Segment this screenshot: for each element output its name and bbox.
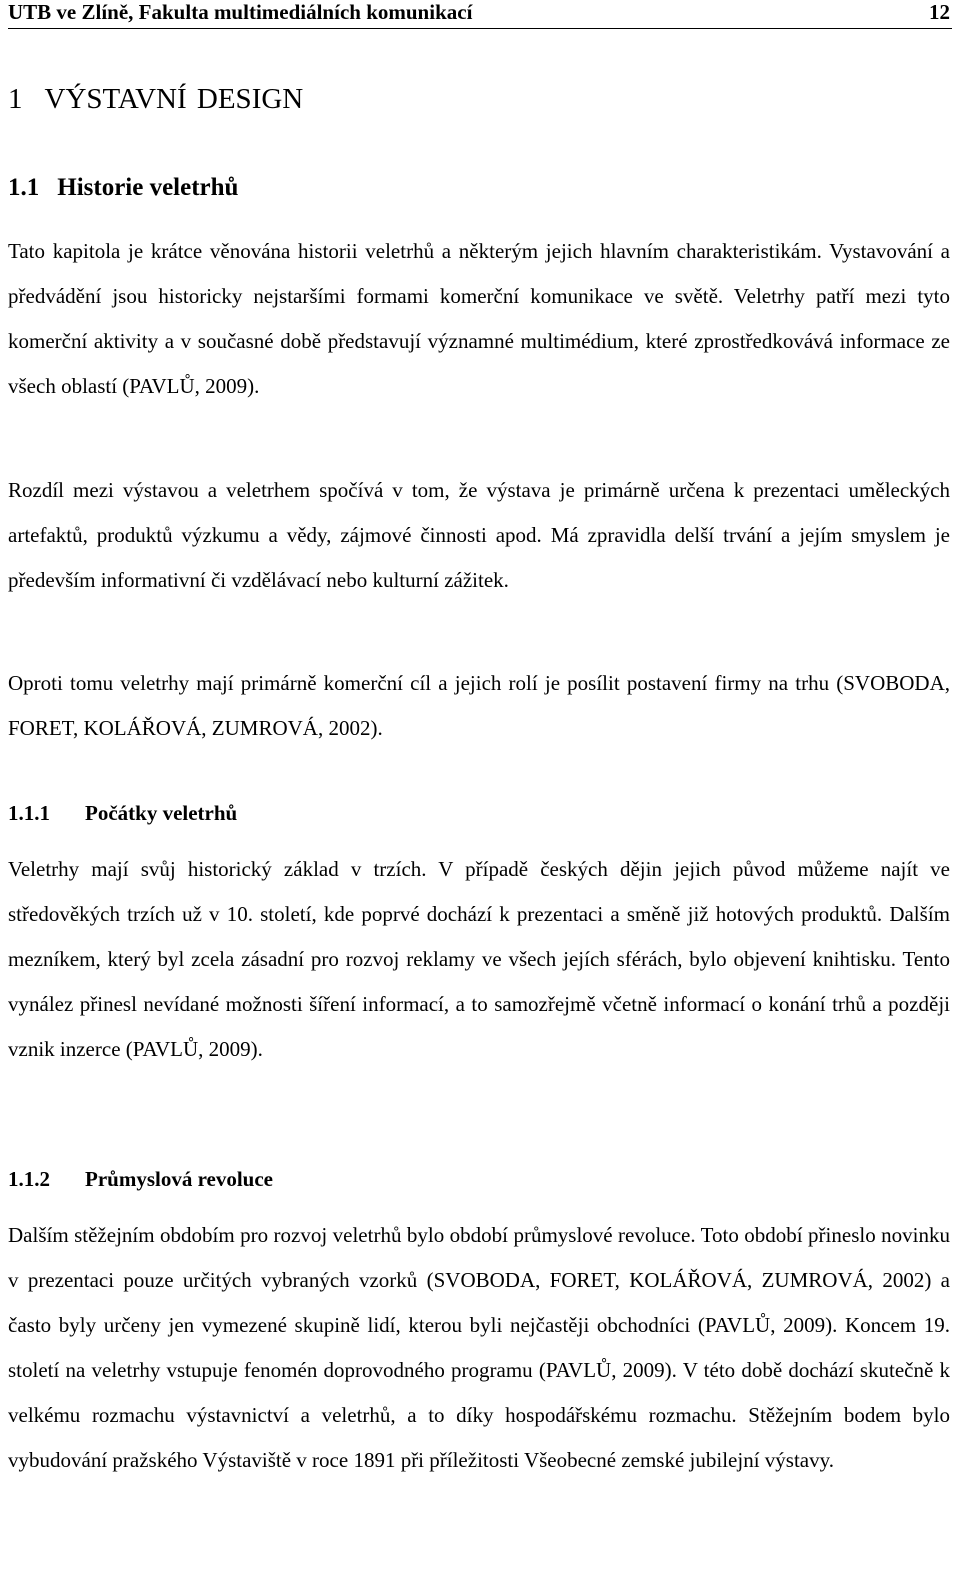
chapter-title: VÝSTAVNÍ DESIGN <box>44 83 304 115</box>
paragraph-difference: Rozdíl mezi výstavou a veletrhem spočívá v tom, že výstava je primárně určena k prezentaci uměleckých artefaktů, produktů výzkumu a vědy, zájmové činnosti apod. Má zpravidla delší trvání a jejím smyslem je především informativní či vzdělávací nebo kulturní zážitek. <box>8 478 950 592</box>
section-number: 1.1 <box>8 174 40 201</box>
header-title: UTB ve Zlíně, Fakulta multimediálních komunikací <box>8 0 473 24</box>
chapter-number: 1 <box>8 83 23 115</box>
section-title: Historie veletrhů <box>57 174 239 201</box>
page-number: 12 <box>929 0 950 24</box>
paragraph-industrial: Dalším stěžejním obdobím pro rozvoj veletrhů bylo období průmyslové revoluce. Toto období přineslo novinku v prezentaci pouze určitých vybraných vzorků (SVOBODA, FORET, KOLÁŘOVÁ, ZUMROVÁ, 2002) a často byly určeny jen vymezené skupině lidí, kterou byli nejčastěji obchodníci (PAVLŮ, 2009). Koncem 19. století na veletrhy vstupuje fenomén doprovodného programu (PAVLŮ, 2009). V této době dochází skutečně k velkému rozmachu výstavnictví a veletrhů, a to díky hospodářskému rozmachu. Stěžejním bodem bylo vybudování pražského Výstaviště v roce 1891 při příležitosti Všeobecné zemské jubilejní výstavy. <box>8 1223 950 1472</box>
page-header <box>8 0 952 29</box>
paragraph-intro: Tato kapitola je krátce věnována historii veletrhů a některým jejich hlavním charakteristikám. Vystavování a předvádění jsou historicky nejstaršími formami komerční komunikace ve světě. Veletrhy patří mezi tyto komerční aktivity a v současné době představují významné multimédium, které zprostředkovává informace ze všech oblastí (PAVLŮ, 2009). <box>8 239 950 398</box>
subsection-title: Počátky veletrhů <box>85 801 238 825</box>
subsection-heading-industrial <box>8 1166 273 1192</box>
subsection-number: 1.1.2 <box>8 1167 50 1191</box>
subsection-number: 1.1.1 <box>8 801 50 825</box>
subsection-heading-origins <box>8 800 237 826</box>
chapter-heading <box>8 82 303 116</box>
paragraph-origins: Veletrhy mají svůj historický základ v trzích. V případě českých dějin jejich původ můžeme najít ve středověkých trzích už v 10. století, kde poprvé dochází k prezentaci a směně již hotových produktů. Dalším mezníkem, který byl zcela zásadní pro rozvoj reklamy ve všech jejích sférách, bylo objevení knihtisku. Tento vynález přinesl nevídané možnosti šíření informací, a to samozřejmě včetně informací o konání trhů a později vznik inzerce (PAVLŮ, 2009). <box>8 857 950 1061</box>
section-heading <box>8 173 238 203</box>
subsection-title: Průmyslová revoluce <box>85 1167 273 1191</box>
paragraph-trade-fairs: Oproti tomu veletrhy mají primárně komerční cíl a jejich rolí je posílit postavení firmy na trhu (SVOBODA, FORET, KOLÁŘOVÁ, ZUMROVÁ, 2002). <box>8 671 950 740</box>
